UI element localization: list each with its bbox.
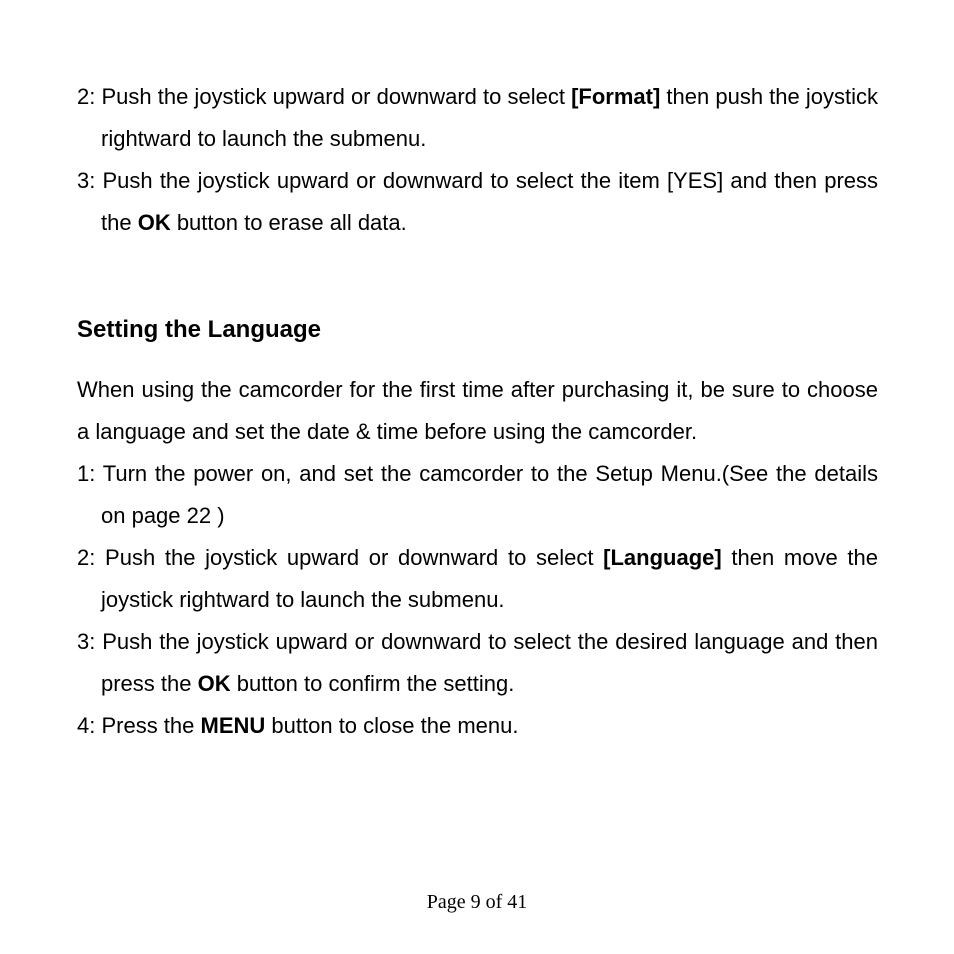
- list-item: [77, 76, 878, 160]
- list-item: [77, 621, 878, 705]
- page-number: Page 9 of 41: [426, 891, 528, 913]
- step-keyword: [Language]: [603, 545, 722, 570]
- step-keyword: OK: [137, 210, 171, 235]
- step-text: button to confirm the setting.: [230, 671, 515, 696]
- step-keyword: OK: [197, 671, 231, 696]
- list-item: [77, 453, 878, 537]
- step-keyword: MENU: [200, 713, 266, 738]
- step-text: then move the joystick rightward to launch the submenu.: [101, 545, 878, 612]
- top-steps: [77, 76, 878, 244]
- list-item: [77, 160, 878, 244]
- step-text: button to erase all data.: [170, 210, 407, 235]
- list-item: [77, 537, 878, 621]
- section-body: [77, 369, 878, 747]
- step-text: then push the joystick rightward to launch the submenu.: [101, 84, 878, 151]
- step-keyword: [Format]: [571, 84, 661, 109]
- step-text: 3: Push the joystick upward or downward to select the desired language and then press the: [77, 629, 878, 696]
- step-text: 4: Press the: [77, 713, 201, 738]
- step-text: 3: Push the joystick upward or downward to select the item [YES] and then press the: [77, 168, 878, 235]
- step-text: button to close the menu.: [265, 713, 519, 738]
- step-text: 2: Push the joystick upward or downward to select: [77, 84, 572, 109]
- intro-paragraph: When using the camcorder for the first time after purchasing it, be sure to choose a language and set the date & time before using the camcorder.: [77, 377, 878, 444]
- step-text: 1: Turn the power on, and set the camcorder to the Setup Menu.(See the details on page 22 ): [77, 461, 878, 528]
- list-item: [77, 705, 878, 747]
- section-heading: Setting the Language: [77, 316, 322, 343]
- step-text: 2: Push the joystick upward or downward to select: [77, 545, 604, 570]
